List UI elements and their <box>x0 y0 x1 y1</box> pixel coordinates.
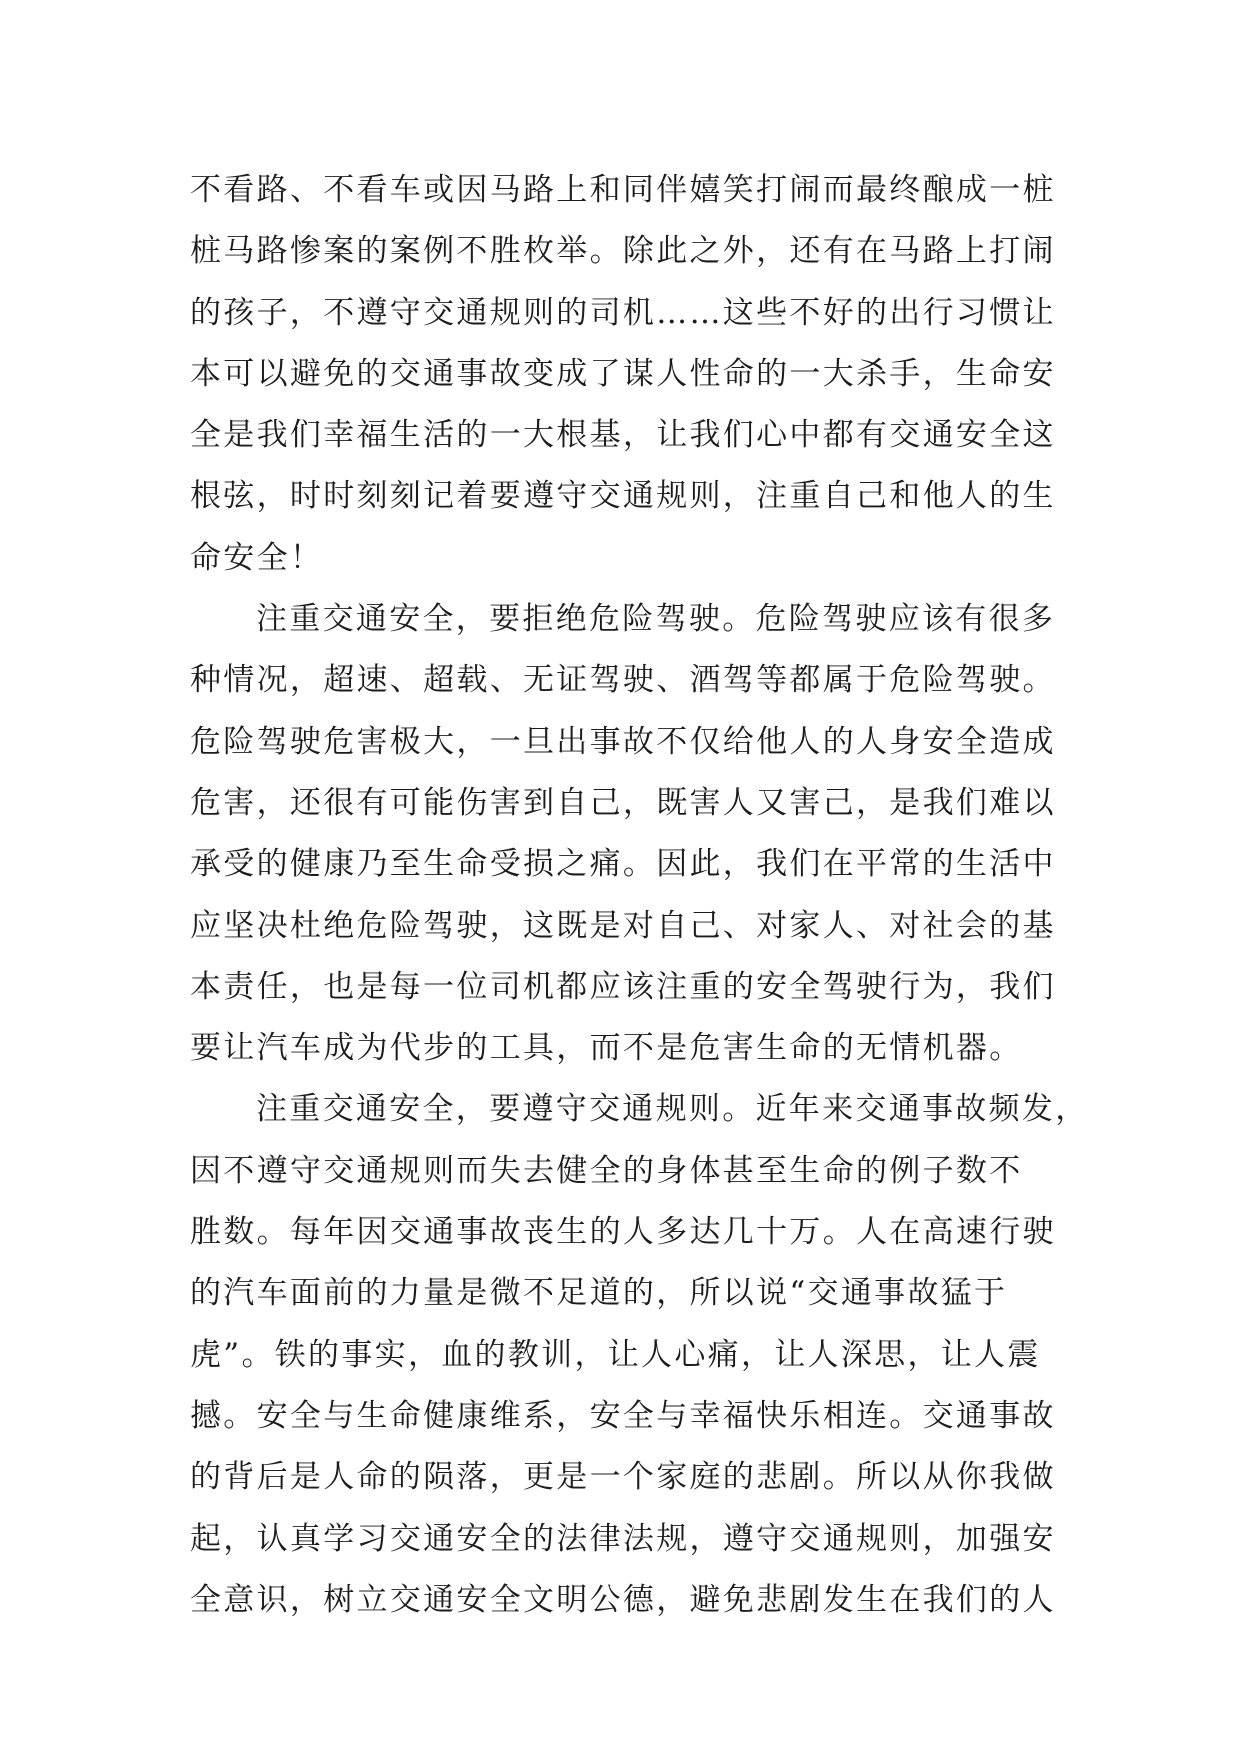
text-line: 全意识，树立交通安全文明公德，避免悲剧发生在我们的人 <box>190 1581 1056 1618</box>
text-line: 因不遵守交通规则而失去健全的身体甚至生命的例子数不 <box>190 1152 1023 1189</box>
text-line: 的孩子，不遵守交通规则的司机……这些不好的出行习惯让 <box>190 294 1056 331</box>
text-line: 种情况，超速、超载、无证驾驶、酒驾等都属于危险驾驶。 <box>190 662 1056 699</box>
text-line: 起，认真学习交通安全的法律法规，遵守交通规则，加强安 <box>190 1520 1056 1557</box>
text-line: 应坚决杜绝危险驾驶，这既是对自己、对家人、对社会的基 <box>190 907 1056 944</box>
body-text <box>190 160 1089 1631</box>
text-line: 承受的健康乃至生命受损之痛。因此，我们在平常的生活中 <box>190 846 1056 883</box>
text-line: 本可以避免的交通事故变成了谋人性命的一大杀手，生命安 <box>190 355 1056 392</box>
text-line: 危害，还很有可能伤害到自己，既害人又害己，是我们难以 <box>190 784 1056 821</box>
text-line: 根弦，时时刻刻记着要遵守交通规则，注重自己和他人的生 <box>190 478 1056 515</box>
text-line: 不看路、不看车或因马路上和同伴嬉笑打闹而最终酿成一桩 <box>190 172 1056 208</box>
text-line: 胜数。每年因交通事故丧生的人多达几十万。人在高速行驶 <box>190 1214 1056 1251</box>
text-line: 撼。安全与生命健康维系，安全与幸福快乐相连。交通事故 <box>190 1397 1056 1434</box>
text-line: 的背后是人命的陨落，更是一个家庭的悲剧。所以从你我做 <box>190 1459 1056 1496</box>
text-line: 的汽车面前的力量是微不足道的，所以说“交通事故猛于 <box>190 1275 1008 1312</box>
text-line: 本责任，也是每一位司机都应该注重的安全驾驶行为，我们 <box>190 968 1056 1005</box>
text-line: 危险驾驶危害极大，一旦出事故不仅给他人的人身安全造成 <box>190 723 1056 760</box>
text-line: 命安全！ <box>190 539 324 576</box>
paragraph-first-line: 注重交通安全，要拒绝危险驾驶。危险驾驶应该有很多 <box>256 601 1056 638</box>
text-line: 全是我们幸福生活的一大根基，让我们心中都有交通安全这 <box>190 417 1056 454</box>
paragraph-first-line: 注重交通安全，要遵守交通规则。近年来交通事故频发， <box>256 1091 1089 1128</box>
text-line: 要让汽车成为代步的工具，而不是危害生命的无情机器。 <box>190 1030 1023 1067</box>
text-line: 桩马路惨案的案例不胜枚举。除此之外，还有在马路上打闹 <box>190 233 1056 270</box>
text-line: 虎”。铁的事实，血的教训，让人心痛，让人深思，让人震 <box>190 1336 1041 1373</box>
